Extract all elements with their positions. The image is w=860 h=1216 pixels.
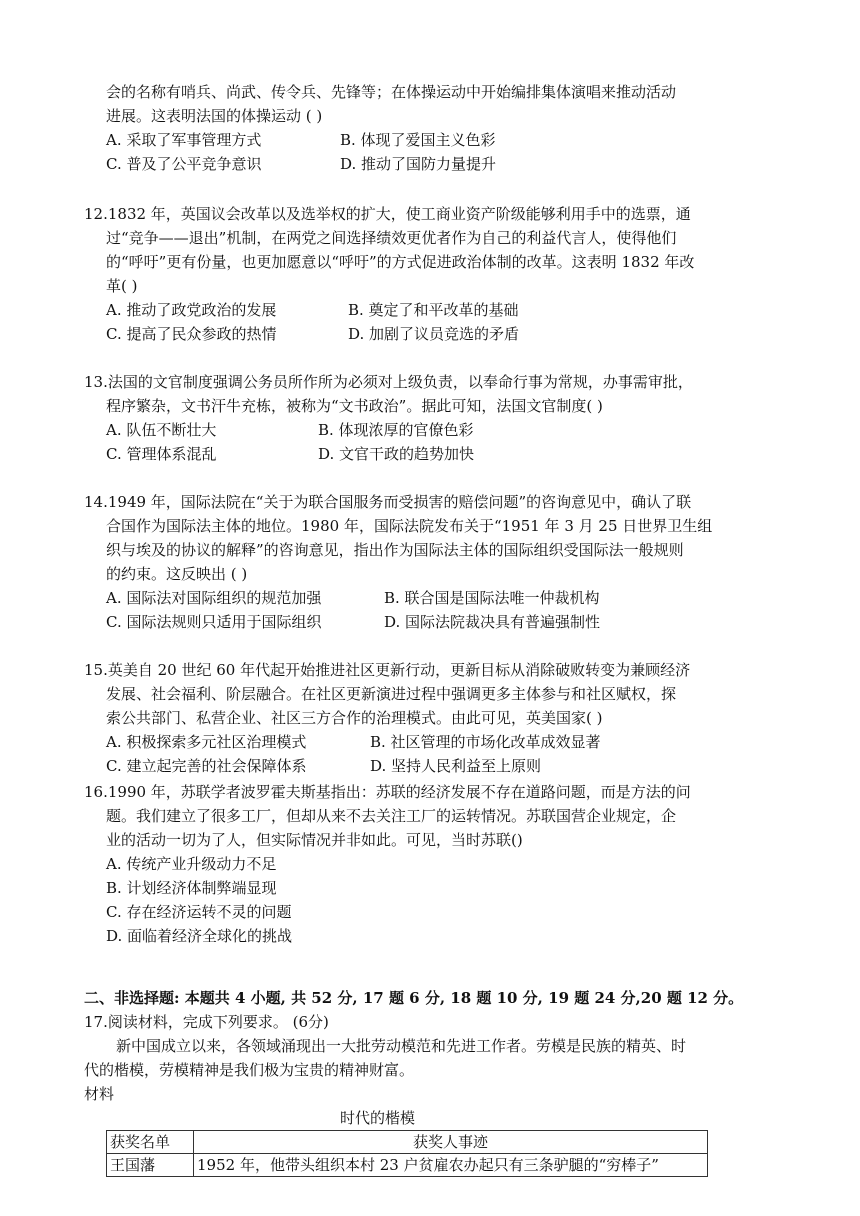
q12-option-d[interactable]: D. 加剧了议员竞选的矛盾 [348,325,520,343]
q14-line-1: 14.1949 年，国际法院在“关于为联合国服务而受损害的赔偿问题”的咨询意见中，确认了联 [84,493,692,511]
table-caption: 时代的楷模 [340,1109,416,1127]
q12-line-3: 的“呼吁”更有份量，也更加愿意以“呼吁”的方式促进政治体制的改革。这表明 1832 年改 [106,253,695,271]
q16-option-b[interactable]: B. 计划经济体制弊端显现 [106,879,277,897]
table-cell-deeds: 1952 年，他带头组织本村 23 户贫雇农办起只有三条驴腿的“穷棒子” [194,1154,708,1177]
q12-line-2: 过“竞争——退出”机制，在两党之间选择绩效更优者作为自己的利益代言人，使得他们 [106,229,677,247]
q14-line-4: 的约束。这反映出 ( ) [106,565,248,583]
section-two-title: 二、非选择题: 本题共 4 小题, 共 52 分, 17 题 6 分, 18 题 10 分, 19 题 24 分,20 题 12 分。 [84,989,744,1007]
q14-line-3: 织与埃及的协议的解释”的咨询意见，指出作为国际法主体的国际组织受国际法一般规则 [106,541,684,559]
q17-para-line-2: 代的楷模，劳模精神是我们极为宝贵的精神财富。 [84,1061,415,1079]
q13-option-d[interactable]: D. 文官干政的趋势加快 [318,445,475,463]
q15-line-3: 索公共部门、私营企业、社区三方合作的治理模式。由此可见，英美国家( ) [106,709,603,727]
q13-line-1: 13.法国的文官制度强调公务员所作所为必须对上级负责，以奉命行事为常规，办事需审批， [84,373,693,391]
q15-option-d[interactable]: D. 坚持人民利益至上原则 [370,757,542,775]
award-table [106,1130,708,1177]
q12-line-4: 革( ) [106,277,138,295]
table-row [107,1154,708,1177]
q13-option-a[interactable]: A. 队伍不断壮大 [106,421,217,439]
table-header-name: 获奖名单 [107,1131,194,1154]
q14-option-a[interactable]: A. 国际法对国际组织的规范加强 [106,589,322,607]
q16-option-c[interactable]: C. 存在经济运转不灵的问题 [106,903,292,921]
q14-option-c[interactable]: C. 国际法规则只适用于国际组织 [106,613,322,631]
q12-option-c[interactable]: C. 提高了民众参政的热情 [106,325,277,343]
q13-line-2: 程序繁杂，文书汗牛充栋，被称为“文书政治”。据此可知，法国文官制度( ) [106,397,603,415]
q11-option-b[interactable]: B. 体现了爱国主义色彩 [340,131,496,149]
q14-option-d[interactable]: D. 国际法院裁决具有普遍强制性 [384,613,601,631]
table-header-row [107,1131,708,1154]
q14-line-2: 合国作为国际法主体的地位。1980 年，国际法院发布关于“1951 年 3 月 25 日世界卫生组 [106,517,713,535]
q17-para-line-1: 新中国成立以来，各领域涌现出一大批劳动模范和先进工作者。劳模是民族的精英、时 [116,1037,687,1055]
q17-head: 17.阅读材料，完成下列要求。 (6分) [84,1013,329,1031]
q16-line-3: 业的活动一切为了人，但实际情况并非如此。可见，当时苏联() [106,831,523,849]
q16-line-2: 题。我们建立了很多工厂，但却从来不去关注工厂的运转情况。苏联国营企业规定，企 [106,807,677,825]
q13-option-c[interactable]: C. 管理体系混乱 [106,445,217,463]
q17-material-label: 材料 [84,1085,115,1103]
q12-option-b[interactable]: B. 奠定了和平改革的基础 [348,301,519,319]
q14-option-b[interactable]: B. 联合国是国际法唯一仲裁机构 [384,589,600,607]
table-cell-name: 王国藩 [107,1154,194,1177]
q16-line-1: 16.1990 年，苏联学者波罗霍夫斯基指出：苏联的经济发展不存在道路问题，而是方法的问 [84,783,691,801]
q12-line-1: 12.1832 年，英国议会改革以及选举权的扩大，使工商业资产阶级能够利用手中的选票，通 [84,205,691,223]
q15-option-c[interactable]: C. 建立起完善的社会保障体系 [106,757,307,775]
q15-line-1: 15.英美自 20 世纪 60 年代起开始推进社区更新行动，更新目标从消除破败转变为兼顾经济 [84,661,691,679]
q15-option-b[interactable]: B. 社区管理的市场化改革成效显著 [370,733,601,751]
q16-option-a[interactable]: A. 传统产业升级动力不足 [106,855,277,873]
q11-option-a[interactable]: A. 采取了军事管理方式 [106,131,262,149]
table-header-deeds: 获奖人事迹 [194,1131,708,1154]
q11-option-c[interactable]: C. 普及了公平竞争意识 [106,155,262,173]
q15-line-2: 发展、社会福利、阶层融合。在社区更新演进过程中强调更多主体参与和社区赋权，探 [106,685,677,703]
q11-option-d[interactable]: D. 推动了国防力量提升 [340,155,497,173]
q12-option-a[interactable]: A. 推动了政党政治的发展 [106,301,277,319]
q15-option-a[interactable]: A. 积极探索多元社区治理模式 [106,733,307,751]
q13-option-b[interactable]: B. 体现浓厚的官僚色彩 [318,421,474,439]
q16-option-d[interactable]: D. 面临着经济全球化的挑战 [106,927,293,945]
q11-line-1: 会的名称有哨兵、尚武、传令兵、先锋等；在体操运动中开始编排集体演唱来推动活动 [106,83,677,101]
q11-line-2: 进展。这表明法国的体操运动 ( ) [106,107,323,125]
